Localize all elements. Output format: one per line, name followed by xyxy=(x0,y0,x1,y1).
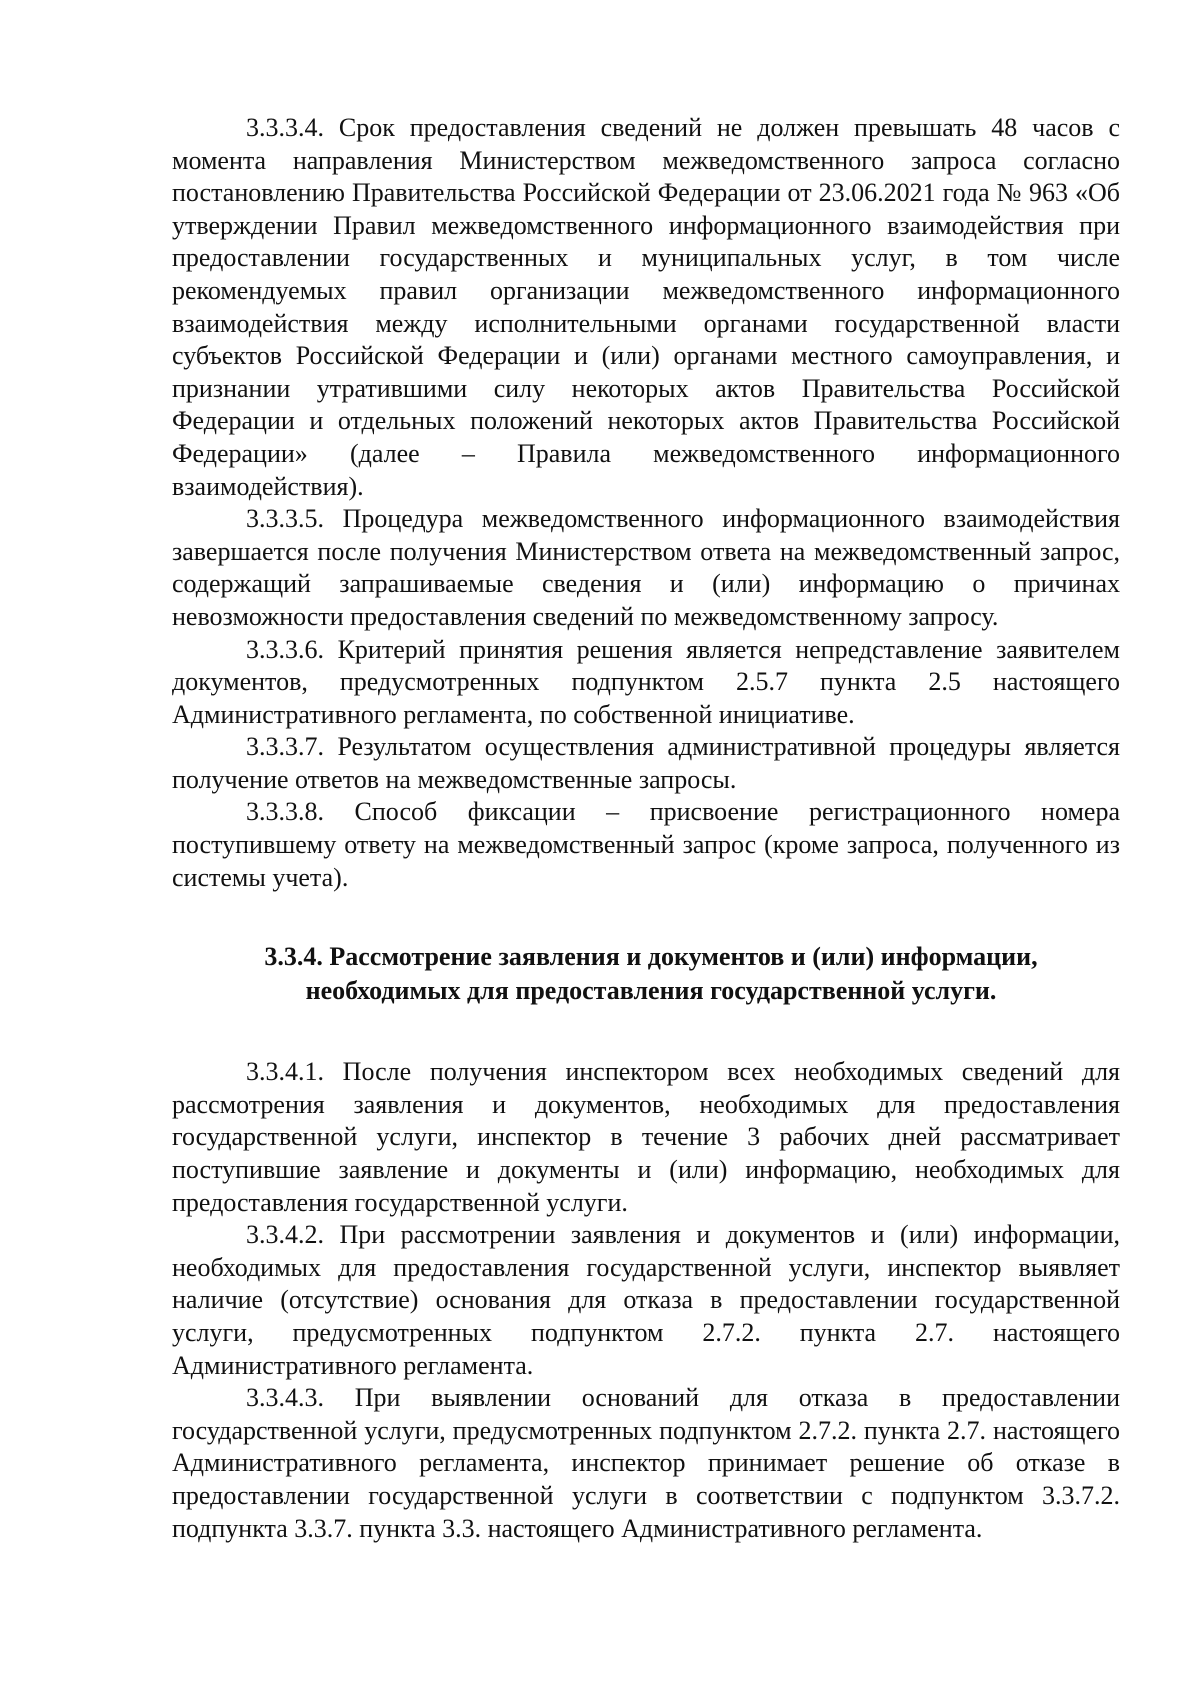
paragraph-3-3-3-5: 3.3.3.5. Процедура межведомственного информационного взаимодействия завершается после получения Министерством ответа на межведомственный запрос, содержащий запрашиваемые сведения и (или) информацию о причинах невозможности предоставления сведений по межведомственному запросу. xyxy=(172,504,1120,631)
paragraph-3-3-4-3: 3.3.4.3. При выявлении оснований для отказа в предоставлении государственной услуги, предусмотренных подпунктом 2.7.2. пункта 2.7. настоящего Административного регламента, инспектор принимает решение об отказе в предоставлении государственной услуги в соответствии с подпунктом 3.3.7.2. подпункта 3.3.7. пункта 3.3. настоящего Административного регламента. xyxy=(172,1383,1120,1543)
section-heading-3-3-4 xyxy=(172,940,1120,1008)
paragraph-3-3-3-6: 3.3.3.6. Критерий принятия решения является непредставление заявителем документов, предусмотренных подпунктом 2.5.7 пункта 2.5 настоящего Административного регламента, по собственной инициативе. xyxy=(172,634,1120,729)
paragraph-3-3-3-7: 3.3.3.7. Результатом осуществления административной процедуры является получение ответов на межведомственные запросы. xyxy=(172,732,1120,794)
section-heading-line-1: 3.3.4. Рассмотрение заявления и документов и (или) информации, xyxy=(264,942,1038,972)
paragraph-3-3-4-1: 3.3.4.1. После получения инспектором всех необходимых сведений для рассмотрения заявления и документов, необходимых для предоставления государственной услуги, инспектор в течение 3 рабочих дней рассматривает поступившие заявление и документы и (или) информацию, необходимых для предоставления государственной услуги. xyxy=(172,1057,1120,1217)
section-heading-line-2: необходимых для предоставления государственной услуги. xyxy=(305,976,997,1006)
paragraph-3-3-3-4: 3.3.3.4. Срок предоставления сведений не должен превышать 48 часов с момента направления Министерством межведомственного запроса согласно постановлению Правительства Российской Федерации от 23.06.2021 года № 963 «Об утверждении Правил межведомственного информационного взаимодействия при предоставлении государственных и муниципальных услуг, в том числе рекомендуемых правил организации межведомственного информационного взаимодействия между исполнительными органами государственной власти субъектов Российской Федерации и (или) органами местного самоуправления, и признании утратившими силу некоторых актов Правительства Российской Федерации и отдельных положений некоторых актов Правительства Российской Федерации» (далее – Правила межведомственного информационного взаимодействия). xyxy=(172,113,1120,501)
paragraph-3-3-3-8: 3.3.3.8. Способ фиксации – присвоение регистрационного номера поступившему ответу на межведомственный запрос (кроме запроса, полученного из системы учета). xyxy=(172,797,1120,892)
paragraph-3-3-4-2: 3.3.4.2. При рассмотрении заявления и документов и (или) информации, необходимых для предоставления государственной услуги, инспектор выявляет наличие (отсутствие) основания для отказа в предоставлении государственной услуги, предусмотренных подпунктом 2.7.2. пункта 2.7. настоящего Административного регламента. xyxy=(172,1220,1120,1380)
document-body xyxy=(172,112,1120,1545)
